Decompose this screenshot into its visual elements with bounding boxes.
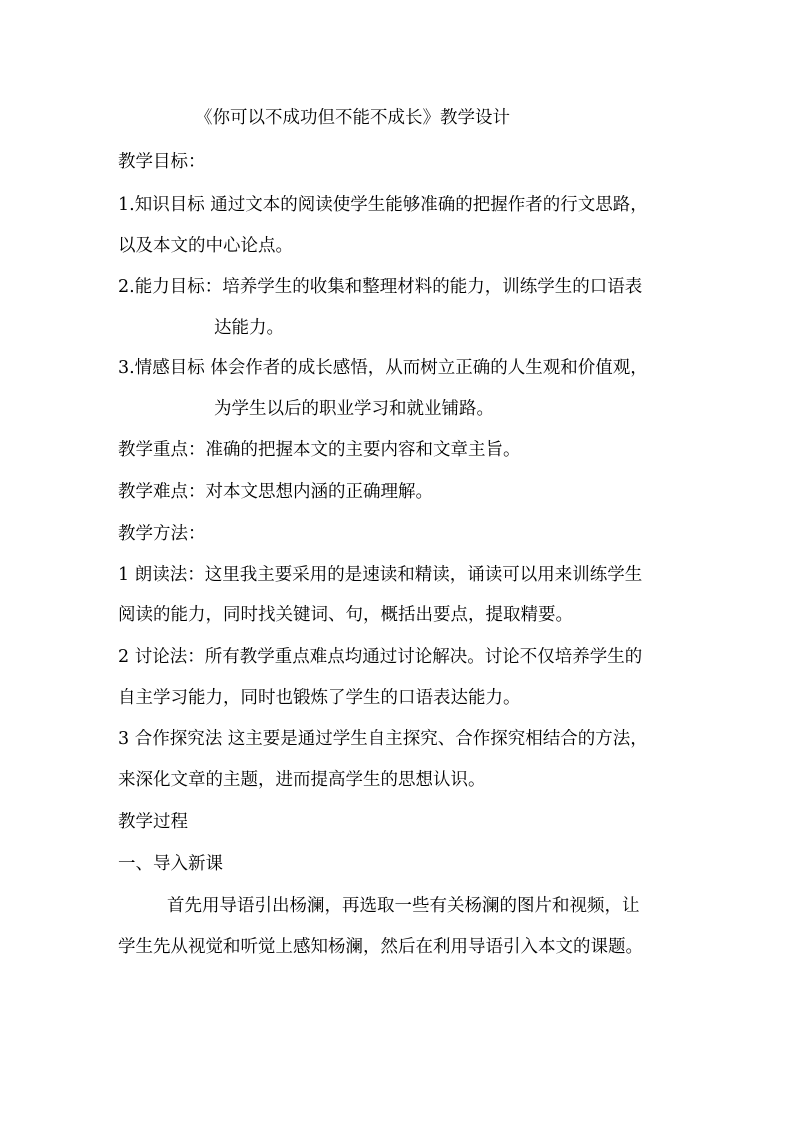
section-1-heading: 一、导入新课 [118,854,223,874]
method-1-line-2: 阅读的能力，同时找关键词、句，概括出要点，提取精要。 [118,605,573,625]
objective-1-line-1: 1.知识目标 通过文本的阅读使学生能够准确的把握作者的行文思路， [118,195,648,215]
method-2-line-2: 自主学习能力，同时也锻炼了学生的口语表达能力。 [118,688,521,708]
method-2-line-1: 2 讨论法：所有教学重点难点均通过讨论解决。讨论不仅培养学生的 [118,647,643,667]
methods-heading: 教学方法： [118,524,206,544]
objective-1-line-2: 以及本文的中心论点。 [118,236,293,256]
method-3-line-2: 来深化文章的主题，进而提高学生的思想认识。 [118,770,486,790]
objective-2-line-1: 2.能力目标：培养学生的收集和整理材料的能力，训练学生的口语表 [118,277,643,297]
document-title: 《你可以不成功但不能不成长》教学设计 [195,108,510,128]
method-3-line-1: 3 合作探究法 这主要是通过学生自主探究、合作探究相结合的方法， [118,729,648,749]
section-1-paragraph-line-1: 首先用导语引出杨澜，再选取一些有关杨澜的图片和视频，让 [167,896,640,916]
section-1-paragraph-line-2: 学生先从视觉和听觉上感知杨澜，然后在利用导语引入本文的课题。 [118,937,643,957]
objectives-heading: 教学目标： [118,152,206,172]
process-heading: 教学过程 [118,812,188,832]
objective-2-line-2: 达能力。 [214,318,284,338]
objective-3-line-1: 3.情感目标 体会作者的成长感悟，从而树立正确的人生观和价值观， [118,358,648,378]
difficult-point: 教学难点：对本文思想内涵的正确理解。 [118,482,433,502]
key-point: 教学重点：准确的把握本文的主要内容和文章主旨。 [118,440,521,460]
objective-3-line-2: 为学生以后的职业学习和就业铺路。 [214,399,494,419]
method-1-line-1: 1 朗读法：这里我主要采用的是速读和精读，诵读可以用来训练学生 [118,565,643,585]
